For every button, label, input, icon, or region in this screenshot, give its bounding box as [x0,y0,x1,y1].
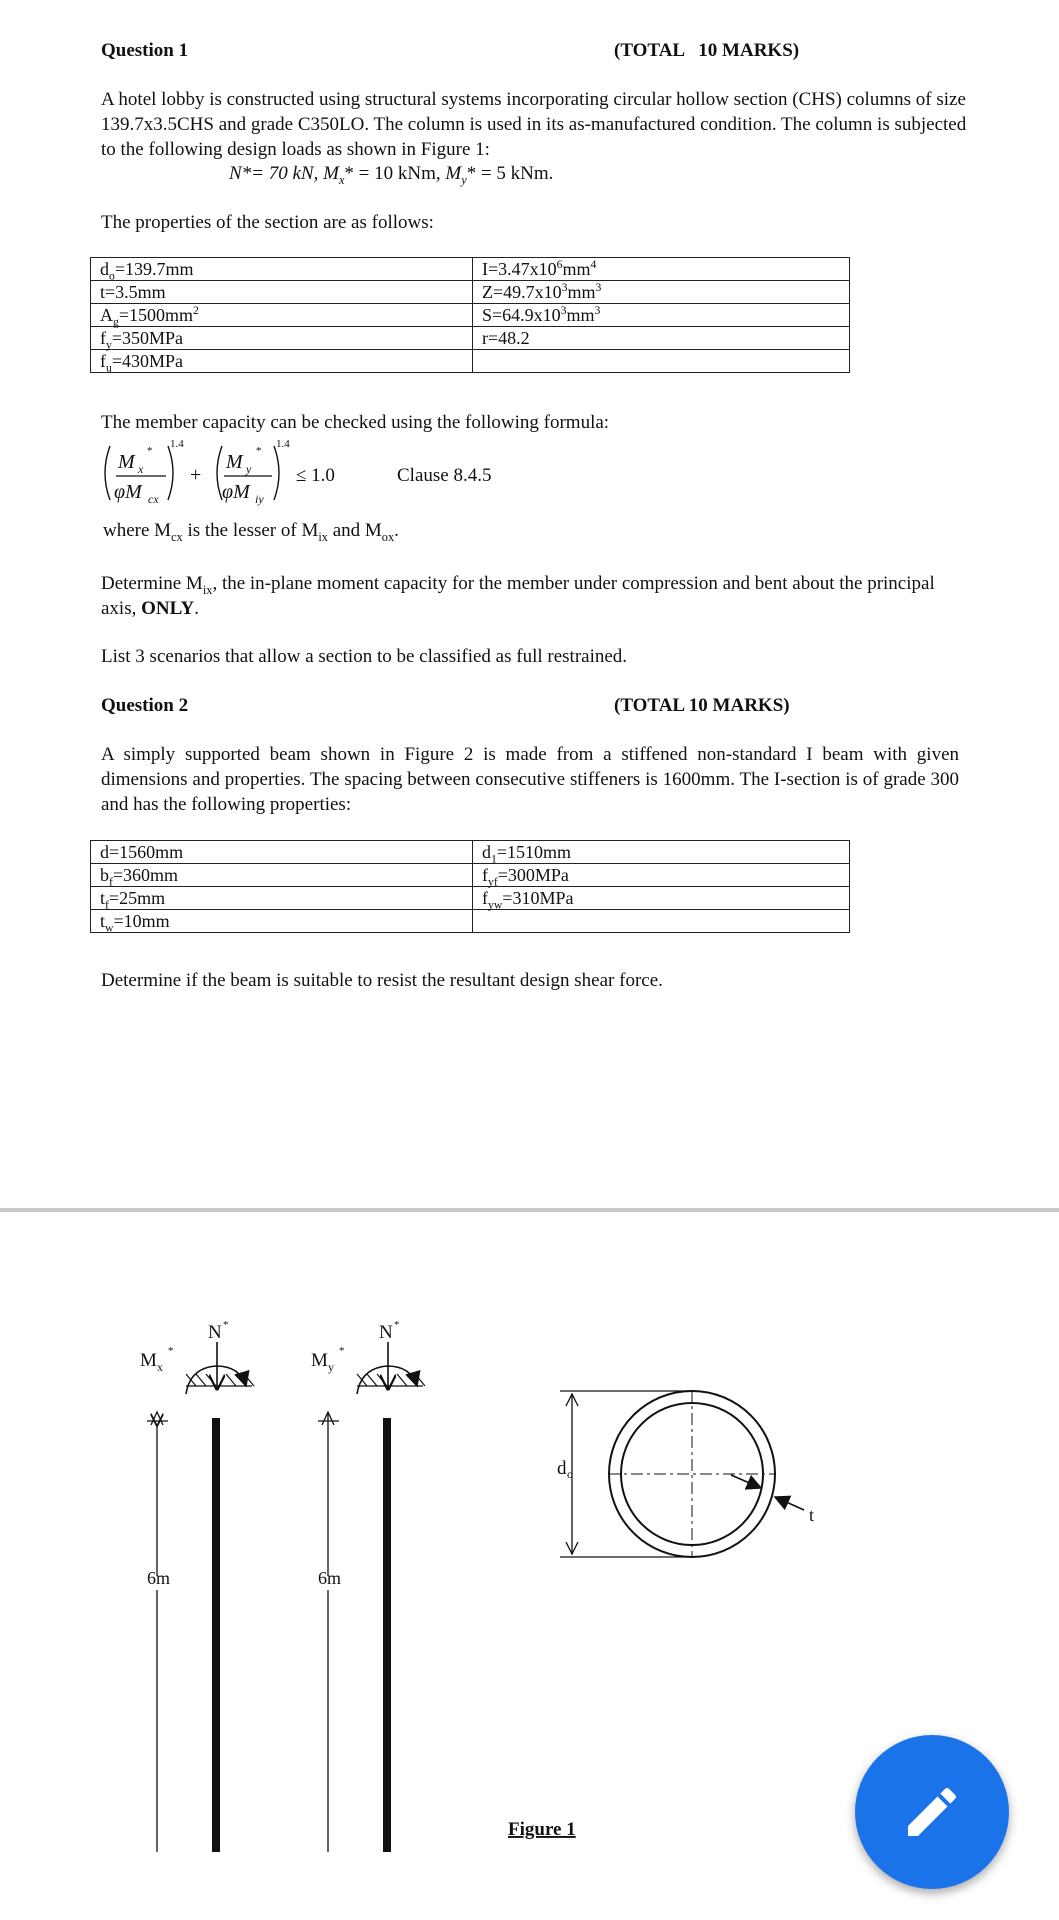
svg-text:*: * [168,1345,174,1357]
figure-caption: Figure 1 [508,1819,576,1840]
q2-heading: Question 2 [101,695,189,716]
svg-text:≤ 1.0: ≤ 1.0 [296,465,335,486]
table-row: $t_w=10mm$ [91,910,850,933]
length-label-2: 6m [318,1568,342,1588]
table-row: $d_o=139.7mm$ $I=3.47x10^6mm^4$ [91,258,850,281]
edit-button[interactable] [855,1735,1009,1889]
svg-text:M: M [311,1350,328,1371]
table-row: $t_f=25mm$ $f_{yw}=310MPa$ [91,887,850,910]
table-row: $f_y=350MPa$ r=48.2 [91,327,850,350]
q2-task: Determine if the beam is suitable to resist the resultant design shear force. [101,970,663,991]
svg-text:+: + [190,464,202,486]
thickness-label: t [809,1505,815,1525]
q1-loads: N*= 70 kN, $M_x* = 10$ kNm, $M_y* = 5$ kNm. [229,163,554,187]
q1-formula-intro: The member capacity can be checked using the following formula: [101,412,610,433]
table-row: $f_u=430MPa$ [91,350,850,373]
svg-text:N: N [379,1322,393,1343]
table-row: d=1560mm $d_1=1510mm$ [91,841,850,864]
svg-text:*: * [339,1345,345,1357]
svg-text:o: o [567,1467,573,1481]
svg-text:*: * [394,1319,400,1331]
svg-text:x: x [157,1360,163,1374]
svg-text:x: x [138,462,144,476]
q2-properties-table [90,840,850,933]
svg-text:y: y [246,462,252,476]
q1-where: where $M_{cx}$ is the lesser of $M_{ix}$ and $M_{ox}$. [103,520,399,544]
svg-text:φM: φM [114,481,142,503]
q1-marks: (TOTAL 10 MARKS) [614,40,800,61]
svg-text:φM: φM [222,481,250,503]
svg-text:*: * [256,445,262,457]
svg-text:M: M [140,1350,157,1371]
svg-text:N: N [208,1322,222,1343]
q2-marks: (TOTAL 10 MARKS) [614,695,790,716]
length-label-1: 6m [147,1568,171,1588]
q1-heading: Question 1 [101,40,189,61]
table-row: t=3.5mm $Z=49.7x10^3mm^3$ [91,281,850,304]
chs-section [557,1390,814,1558]
num1: M [118,451,135,473]
q1-task1: Determine $M_{ix}$, the in-plane moment capacity for the member under compression and bent about the principal axis, ONLY. [101,573,935,619]
q1-task2: List 3 scenarios that allow a section to be classified as full restrained. [101,646,628,667]
svg-text:Clause 8.4.5: Clause 8.4.5 [397,465,492,486]
table-row: $A_g=1500mm^2$ $S=64.9x10^3mm^3$ [91,304,850,327]
q2-intro: A simply supported beam shown in Figure 2 is made from a stiffened non-standard I beam with given dimensions and properties. The spacing between consecutive stiffeners is 1600mm. The I-section is of grade 300 and has the following properties: [101,744,959,815]
q1-properties-table [90,257,850,373]
svg-text:iy: iy [255,492,264,506]
q1-props-intro: The properties of the section are as follows: [101,212,434,233]
q1-intro: A hotel lobby is constructed using structural systems incorporating circular hollow section (CHS) columns of size 139.7x3.5CHS and grade C350LO. The column is used in its as-manufactured condition. The column is subjected to the following design loads as shown in Figure 1: [101,89,967,160]
interaction-formula [98,436,518,510]
svg-text:M: M [226,451,243,473]
svg-text:1.4: 1.4 [276,438,290,450]
svg-text:y: y [328,1360,334,1374]
edit-pencil-icon [900,1780,964,1844]
svg-text:cx: cx [148,492,159,506]
table-row: $b_f=360mm$ $f_{yf}=300MPa$ [91,864,850,887]
svg-text:1.4: 1.4 [170,438,184,450]
svg-text:*: * [147,445,153,457]
diameter-label: d [557,1458,567,1479]
column-1 [140,1319,254,1852]
column-2 [311,1319,425,1852]
svg-text:*: * [223,1319,229,1331]
